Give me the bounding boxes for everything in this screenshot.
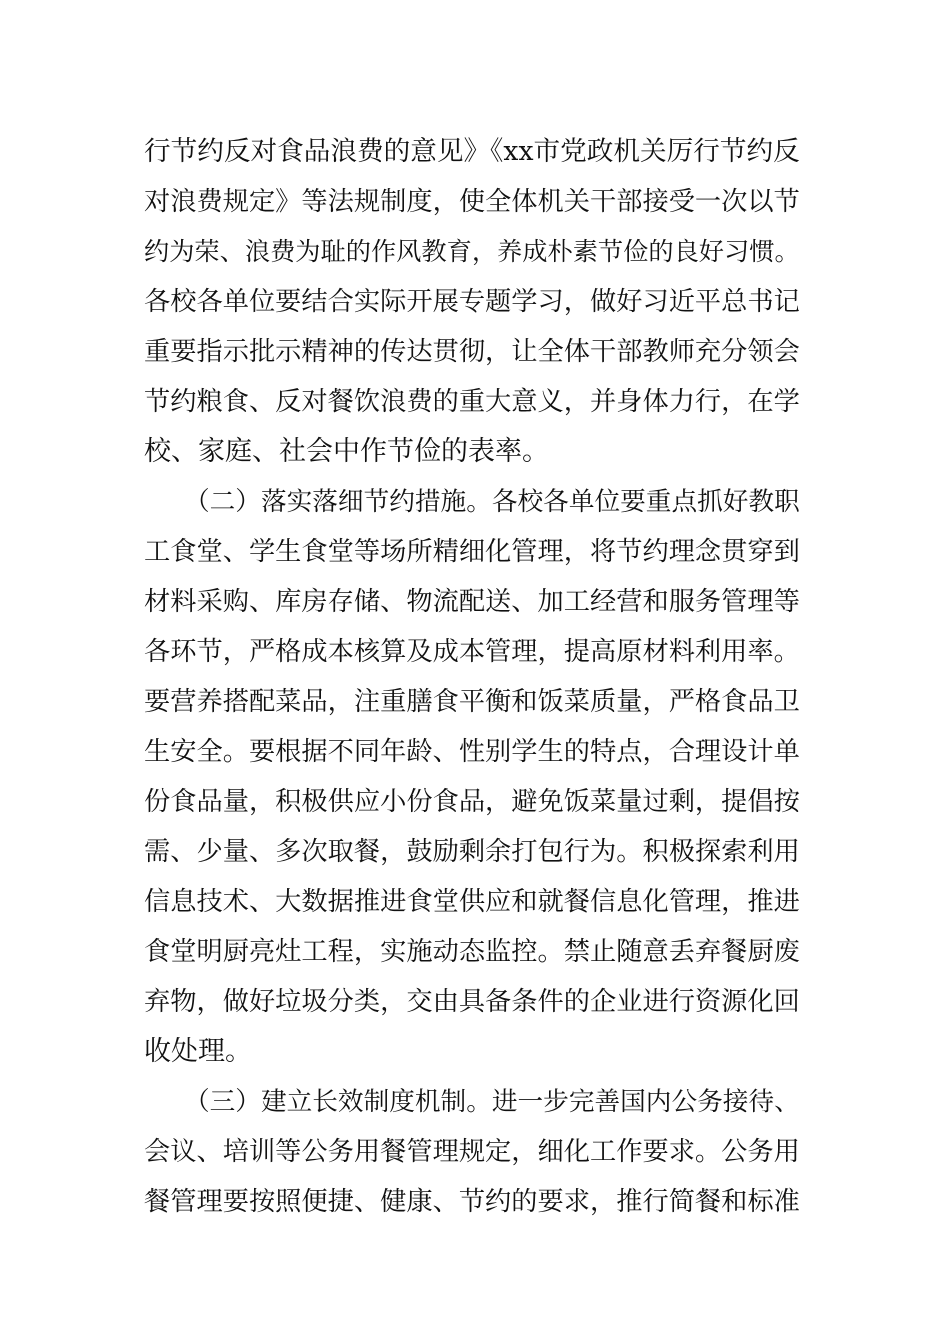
- text-line: 对浪费规定》等法规制度，使全体机关干部接受一次以节: [144, 187, 800, 217]
- text-line: 工食堂、学生食堂等场所精细化管理，将节约理念贯穿到: [144, 537, 800, 567]
- text-line: 信息技术、大数据推进食堂供应和就餐信息化管理，推进: [144, 887, 800, 917]
- text-line: 收处理。: [144, 1036, 252, 1067]
- text-line: 需、少量、多次取餐，鼓励剩余打包行为。积极探索利用: [144, 837, 800, 867]
- text-line: 生安全。要根据不同年龄、性别学生的特点，合理设计单: [144, 737, 800, 767]
- text-line: 校、家庭、社会中作节俭的表率。: [144, 436, 549, 467]
- text-line: 餐管理要按照便捷、健康、节约的要求，推行简餐和标准: [144, 1187, 800, 1217]
- text-line: 食堂明厨亮灶工程，实施动态监控。禁止随意丢弃餐厨废: [144, 937, 800, 967]
- text-line: 各校各单位要结合实际开展专题学习，做好习近平总书记: [144, 287, 800, 317]
- paragraph-heading-line: （二）落实落细节约措施。各校各单位要重点抓好教职: [184, 487, 800, 517]
- paragraph-heading-line: （三）建立长效制度机制。进一步完善国内公务接待、: [184, 1087, 800, 1117]
- text-line: 材料采购、库房存储、物流配送、加工经营和服务管理等: [144, 587, 800, 617]
- text-line: 重要指示批示精神的传达贯彻，让全体干部教师充分领会: [144, 337, 800, 367]
- text-line: 约为荣、浪费为耻的作风教育，养成朴素节俭的良好习惯。: [144, 237, 800, 266]
- text-line: 行节约反对食品浪费的意见》《xx市党政机关厉行节约反: [144, 136, 800, 167]
- text-line: 弃物，做好垃圾分类，交由具备条件的企业进行资源化回: [144, 987, 800, 1017]
- text-line: 节约粮食、反对餐饮浪费的重大意义，并身体力行，在学: [144, 387, 800, 417]
- text-line: 会议、培训等公务用餐管理规定，细化工作要求。公务用: [144, 1137, 800, 1167]
- text-line: 要营养搭配菜品，注重膳食平衡和饭菜质量，严格食品卫: [144, 687, 800, 717]
- text-line: 各环节，严格成本核算及成本管理，提高原材料利用率。: [144, 637, 800, 667]
- text-line: 份食品量，积极供应小份食品，避免饭菜量过剩，提倡按: [144, 787, 800, 817]
